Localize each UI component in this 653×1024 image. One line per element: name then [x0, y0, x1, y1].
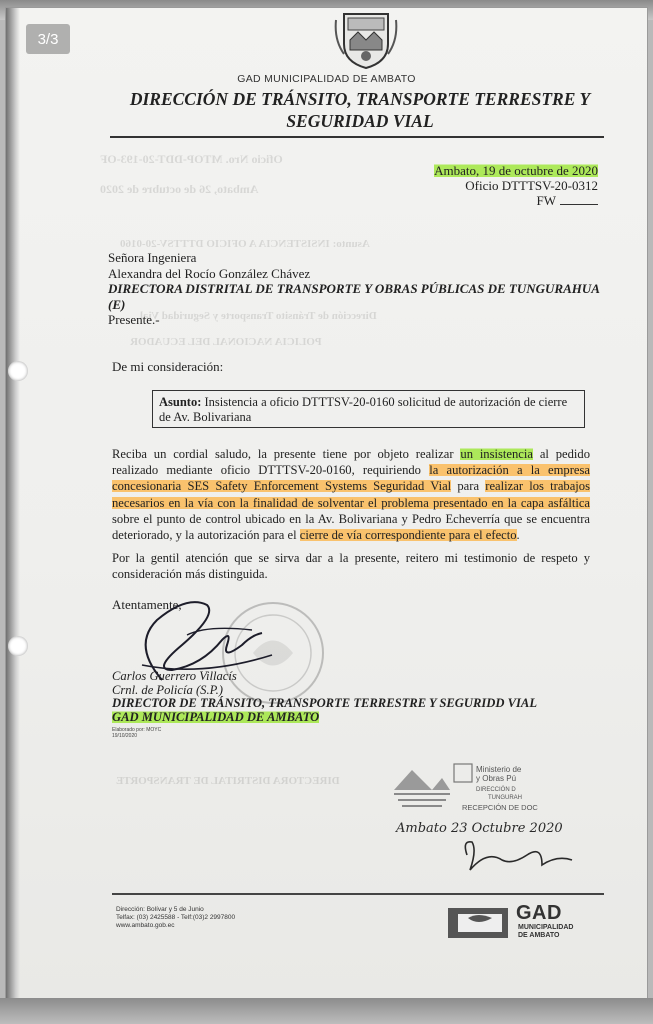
- gad-logo-mark-icon: [448, 904, 512, 942]
- body-paragraph-1: [112, 446, 590, 543]
- fw-blank-line: [560, 204, 598, 205]
- punch-hole-icon: [8, 636, 28, 656]
- recipient-position-suffix: (E): [108, 296, 126, 312]
- subject-text: Insistencia a oficio DTTTSV-20-0160 solicitud de autorización de cierre de Av. Bolivariana: [159, 395, 568, 424]
- gad-logo-sub: [518, 924, 573, 939]
- place-date: Ambato, 19 de octubre de 2020: [434, 163, 598, 178]
- oficio-number: Oficio DTTTSV-20-0312: [465, 178, 598, 193]
- signer-rank: Crnl. de Policía (S.P.): [112, 682, 224, 697]
- body-text-segment: .: [516, 528, 520, 543]
- bleed-through-text: Ambato, 26 de octubre de 2020: [100, 182, 259, 196]
- reception-stamp-line1: Ministerio de: [476, 765, 522, 774]
- recipient-position: DIRECTORA DISTRITAL DE TRANSPORTE Y OBRAS PÚBLICAS DE TUNGURAHUA: [108, 281, 600, 296]
- scanner-backdrop-bottom: [0, 998, 653, 1024]
- gad-logo-sub1: MUNICIPALIDAD: [518, 924, 574, 931]
- body-paragraph-2: Por la gentil atención que se sirva dar a la presente, reitero mi testimonio de respeto y consideración más distinguida.: [112, 551, 590, 582]
- department-title-line2: SEGURIDAD VIAL: [286, 111, 434, 131]
- subject-box: [152, 390, 585, 428]
- department-title-line1: DIRECCIÓN DE TRÁNSITO, TRANSPORTE TERRESTRE Y: [129, 89, 591, 109]
- prepared-by: [112, 727, 161, 739]
- signer-name: Carlos Guerrero Villacís: [112, 669, 237, 683]
- signer-block: [112, 670, 592, 724]
- prepared-by-initials: Elaborado por: MOYC: [112, 727, 162, 733]
- bleed-through-text: POLICIA NACIONAL DEL ECUADOR: [130, 336, 322, 348]
- signer-title: DIRECTOR DE TRÁNSITO, TRANSPORTE TERRESTRE Y SEGURIDD VIAL: [112, 696, 538, 711]
- department-title: [110, 88, 610, 132]
- closing-atentamente: Atentamente,: [112, 597, 182, 612]
- gad-logo: [448, 900, 590, 946]
- recipient-name: Alexandra del Rocío González Chávez: [108, 265, 311, 281]
- recipient-block: [108, 250, 603, 328]
- footer-address: Dirección: Bolívar y 5 de Junio: [116, 906, 204, 913]
- body-text-segment: para: [457, 479, 480, 494]
- prepared-by-date: 19/10/2020: [112, 733, 138, 739]
- footer-phones: Telfax: (03) 2425588 - Telf:(03)2 2997800: [116, 914, 236, 921]
- punch-hole-icon: [8, 361, 28, 381]
- highlight-orange: la autorización a la empresa concesionaria SES Safety Enforcement Systems Seguridad Vial: [112, 463, 590, 494]
- header-divider: [110, 136, 604, 138]
- bleed-through-text: Oficio Nro. MTOP-DDT-20-193-OF: [100, 152, 283, 166]
- gad-logo-sub2: DE AMBATO: [518, 931, 560, 939]
- subject-label: Asunto:: [159, 395, 202, 409]
- footer-divider: [112, 893, 604, 895]
- body-text-segment: sobre el punto de control ubicado en la Av. Bolivariana y Pedro Echeverría que se encuentra deteriorado, y la autorización para el: [112, 511, 590, 543]
- bleed-through-text: Dirección de Tránsito Transporte y Seguridad Vial: [140, 310, 377, 322]
- document-meta: [434, 163, 598, 208]
- bleed-through-text: Asunto: INSISTENCIA A OFICIO DTTTSV-20-0160: [120, 238, 370, 250]
- reception-stamp-line3: DIRECCIÓN D: [476, 787, 516, 793]
- reception-stamp-line5: RECEPCIÓN DE DOC: [462, 803, 538, 812]
- bleed-through-text: DIRECTORA DISTRITAL DE TRANSPORTE: [116, 775, 340, 787]
- fw-label: FW: [536, 193, 556, 208]
- body-text-segment: Reciba un cordial saludo, la presente tiene por objeto realizar: [112, 447, 454, 461]
- greeting: De mi consideración:: [112, 359, 224, 374]
- footer-website[interactable]: www.ambato.gob.ec: [116, 922, 175, 929]
- body-text-segment: al pedido realizado mediante oficio DTTTSV-20-0160, requiriendo: [112, 447, 591, 478]
- presente-label: Presente.-: [108, 312, 160, 327]
- reception-stamp-line2: y Obras Pú: [476, 774, 517, 783]
- page-counter-badge[interactable]: 3/3: [26, 24, 70, 54]
- highlight-orange: cierre de vía correspondiente para el efecto: [299, 528, 517, 543]
- ambato-coat-of-arms-icon: [334, 10, 398, 70]
- highlight-green: un insistencia: [460, 447, 533, 461]
- reception-date-handwritten: Ambato 23 Octubre 2020: [396, 821, 563, 836]
- gad-logo-word: GAD: [516, 902, 562, 924]
- reception-stamp-line4: TUNGURAH: [488, 795, 522, 801]
- recipient-salutation: Señora Ingeniera: [108, 250, 197, 265]
- paper-shadow-edge: [6, 8, 20, 998]
- institution-name: GAD MUNICIPALIDAD DE AMBATO: [237, 73, 416, 85]
- footer-contact: [116, 906, 235, 930]
- reception-handwriting: [392, 810, 592, 885]
- signer-org: GAD MUNICIPALIDAD DE AMBATO: [112, 709, 320, 724]
- highlight-orange: realizar los trabajos necesarios en la vía con la finalidad de solventar el problema presentado en la capa asfáltica: [112, 479, 590, 510]
